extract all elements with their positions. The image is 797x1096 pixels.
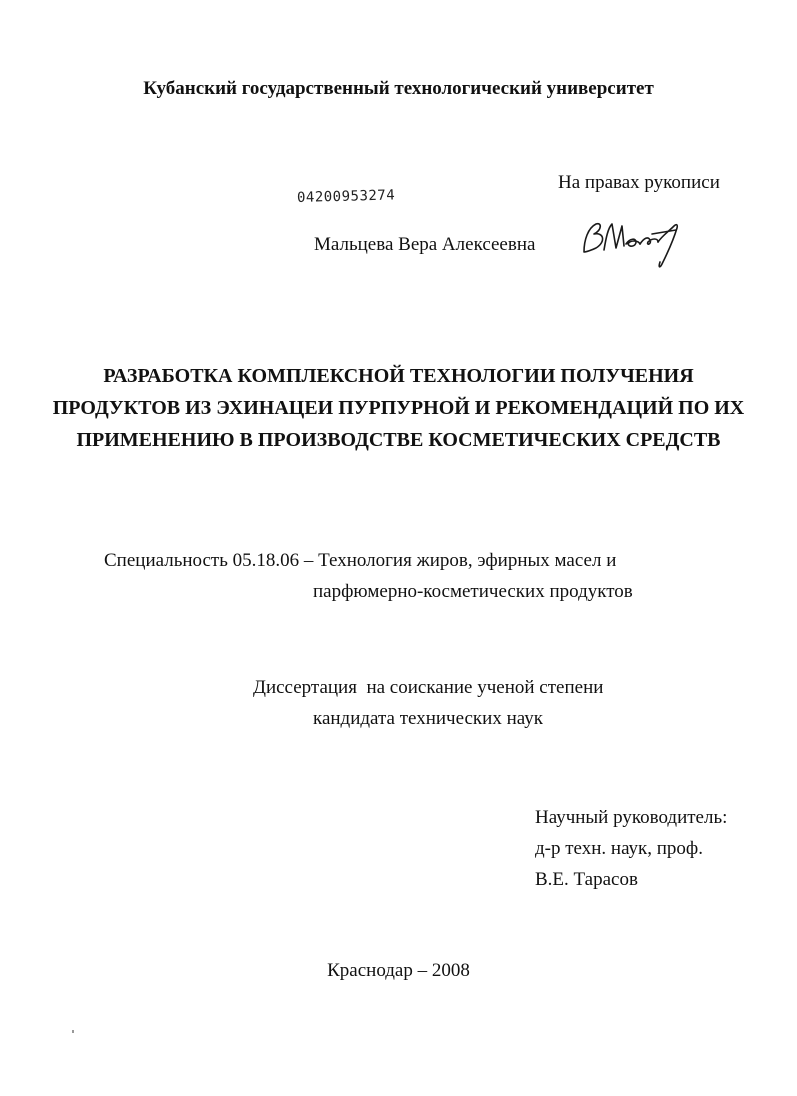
specialty-line-1: Специальность 05.18.06 – Технология жиров, эфирных масел и [104,550,617,571]
registry-number: 04200953274 [296,187,396,206]
advisor-label: Научный руководитель: [535,807,728,828]
advisor-degree: д-р техн. наук, проф. [535,838,703,859]
rights-note: На правах рукописи [558,172,720,193]
city-year: Краснодар – 2008 [327,960,470,981]
signature-icon [578,212,688,274]
institution-name: Кубанский государственный технологический университет [143,78,654,99]
title-line: ПРОДУКТОВ ИЗ ЭХИНАЦЕИ ПУРПУРНОЙ И РЕКОМЕНДАЦИЙ ПО ИХ [52,397,745,419]
advisor-name: В.Е. Тарасов [535,869,638,890]
dissertation-line-2: кандидата технических наук [313,708,543,729]
author-name: Мальцева Вера Алексеевна [314,234,536,255]
dissertation-line-1: Диссертация на соискание ученой степени [253,677,604,698]
advisor-block [535,802,727,895]
specialty-line-2: парфюмерно-косметических продуктов [313,581,633,602]
title-line: ПРИМЕНЕНИЮ В ПРОИЗВОДСТВЕ КОСМЕТИЧЕСКИХ СРЕДСТВ [76,429,721,451]
title-line: РАЗРАБОТКА КОМПЛЕКСНОЙ ТЕХНОЛОГИИ ПОЛУЧЕНИЯ [103,365,694,387]
scan-speck [72,1030,74,1033]
dissertation-title [0,360,797,456]
